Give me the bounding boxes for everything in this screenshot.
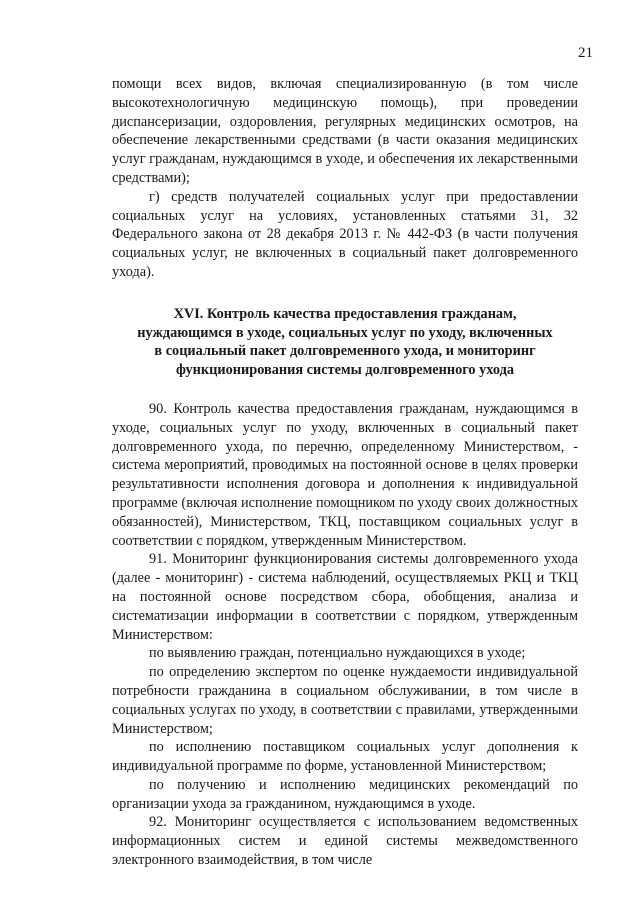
paragraph-g: г) средств получателей социальных услуг при предоставлении социальных услуг на условиях, установленных статьями 31, 32 Федерального закона от 28 декабря 2013 г. № 442-ФЗ (в части получения социальных услуг, не включенных в социальный пакет долговременного ухода). <box>112 188 578 280</box>
section-heading-line: нуждающимся в уходе, социальных услуг по уходу, включенных <box>137 324 553 341</box>
section-heading-line: в социальный пакет долговременного ухода, и мониторинг <box>154 343 536 360</box>
paragraph-continuation: помощи всех видов, включая специализированную (в том числе высокотехнологичную медицинскую помощь), при проведении диспансеризации, оздоровления, регулярных медицинских осмотров, на обеспечение лекарственными средствами (в части оказания медицинских услуг гражданам, нуждающимся в уходе, и обеспечения их лекарственными средствами); <box>112 76 578 186</box>
paragraph-91-item-expert: по определению экспертом по оценке нуждаемости индивидуальной потребности гражданина в социальном обслуживании, в том числе в социальных услугах по уходу, в соответствии с правилами, утвержденными Министерством; <box>112 664 578 737</box>
document-body <box>112 75 578 870</box>
section-heading-line: функционирования системы долговременного ухода <box>175 362 515 379</box>
paragraph-91-item-medical: по получению и исполнению медицинских рекомендаций по организации ухода за гражданином, нуждающимся в уходе. <box>112 776 578 812</box>
paragraph-90: 90. Контроль качества предоставления гражданам, нуждающимся в уходе, социальных услуг по уходу, включенных в социальный пакет долговременного ухода, по перечню, определенному Министерством, - система мероприятий, проводимых на постоянной основе в целях проверки результативности исполнения договора и дополнения к индивидуальной программе (включая исполнение помощником по уходу своих должностных обязанностей), Министерством, ТКЦ, поставщиком социальных услуг в соответствии с порядком, утвержденным Министерством. <box>112 400 578 549</box>
section-heading <box>112 305 578 380</box>
page-number: 21 <box>578 45 593 61</box>
paragraph-92: 92. Мониторинг осуществляется с использованием ведомственных информационных систем и единой системы межведомственного электронного взаимодействия, в том числе <box>112 814 578 869</box>
paragraph-91-item-identify: по выявлению граждан, потенциально нуждающихся в уходе; <box>149 645 526 662</box>
section-heading-line: XVI. Контроль качества предоставления гражданам, <box>173 305 517 322</box>
paragraph-91: 91. Мониторинг функционирования системы долговременного ухода (далее - мониторинг) - система наблюдений, осуществляемых РКЦ и ТКЦ на постоянной основе посредством сбора, обобщения, анализа и систематизации информации в соответствии с порядком, утвержденным Министерством: <box>112 551 578 643</box>
paragraph-91-item-provider: по исполнению поставщиком социальных услуг дополнения к индивидуальной программе по форме, установленной Министерством; <box>112 739 578 775</box>
